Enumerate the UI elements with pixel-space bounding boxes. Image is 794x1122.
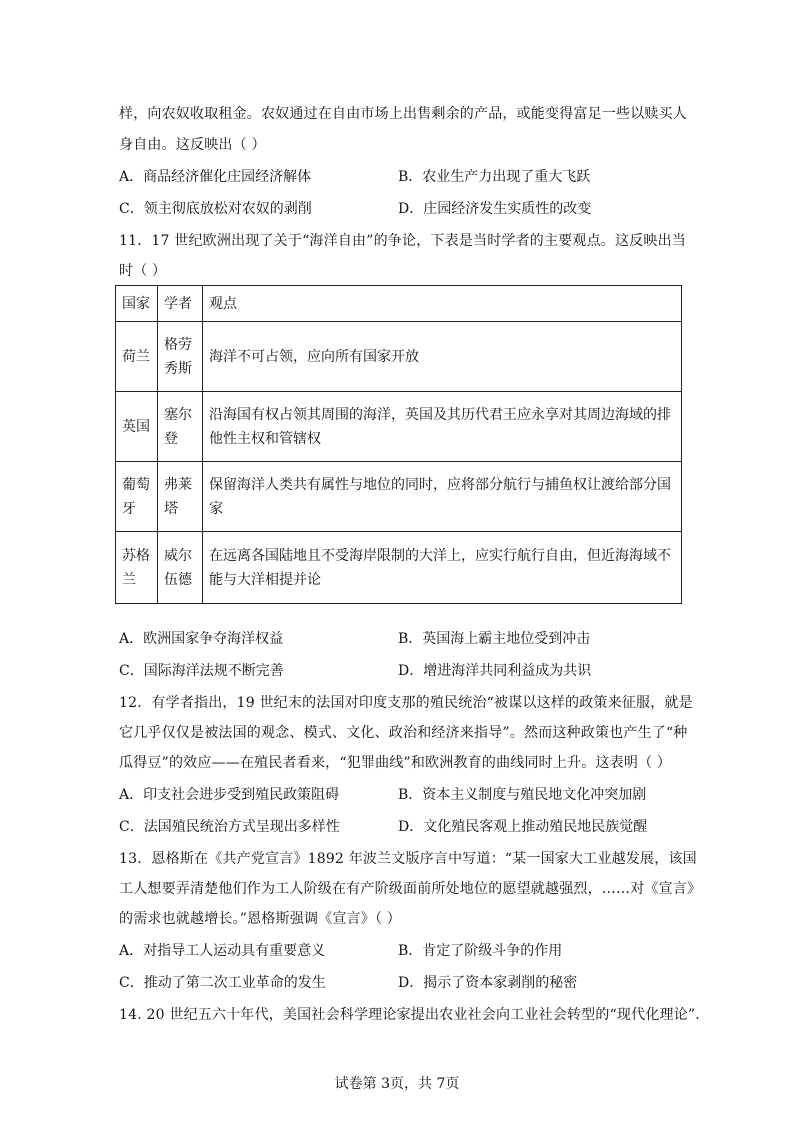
q12-stem-line1: 12．有学者指出，19 世纪末的法国对印度支那的殖民统治“被谋以这样的政策来征服，就是 <box>119 695 693 711</box>
q11-option-b: B．英国海上霸主地位受到冲击 <box>398 631 591 647</box>
q12-option-d: D．文化殖民客观上推动殖民地民族觉醒 <box>398 819 648 835</box>
table-row <box>116 392 682 462</box>
q10-text-line2: 身自由。这反映出（ ） <box>119 137 266 153</box>
q14-stem-line1: 14. 20 世纪五六十年代，美国社会科学理论家提出农业社会向工业社会转型的“现代化理论”. <box>119 1007 700 1023</box>
q13-stem-line2: 工人想要弄清楚他们作为工人阶级在有产阶级面前所处地位的愿望就越强烈，……对《宣言》 <box>119 881 702 897</box>
q11-viewpoints-table <box>115 285 682 604</box>
q12-option-c: C．法国殖民统治方式呈现出多样性 <box>119 819 340 835</box>
table-cell-country: 英国 <box>116 392 158 462</box>
q10-option-c: C．领主彻底放松对农奴的剥削 <box>119 201 312 217</box>
q13-stem-line1: 13．恩格斯在《共产党宣言》1892 年波兰文版序言中写道：“某一国家大工业越发展，该国 <box>119 851 697 867</box>
table-cell-viewpoint: 海洋不可占领，应向所有国家开放 <box>203 322 682 392</box>
q12-option-b: B．资本主义制度与殖民地文化冲突加剧 <box>398 787 647 803</box>
table-cell-scholar: 威尔伍德 <box>158 532 203 604</box>
q11-option-c: C．国际海洋法规不断完善 <box>119 663 284 679</box>
q12-stem-line3: 瓜得豆”的效应——在殖民者看来，“犯罪曲线”和欧洲教育的曲线同时上升。这表明（ ） <box>119 755 672 771</box>
q13-option-a: A．对指导工人运动具有重要意义 <box>119 943 326 959</box>
table-cell-country: 苏格兰 <box>116 532 158 604</box>
table-cell-viewpoint: 在远离各国陆地且不受海岸限制的大洋上，应实行航行自由，但近海海域不能与大洋相提并论 <box>203 532 682 604</box>
table-header-viewpoint: 观点 <box>203 286 682 322</box>
q11-stem-line2: 时（ ） <box>119 263 167 279</box>
q12-stem-line2: 它几乎仅仅是被法国的观念、模式、文化、政治和经济来指导”。然而这种政策也产生了“种 <box>119 725 688 741</box>
q10-option-d: D．庄园经济发生实质性的改变 <box>398 201 592 217</box>
table-cell-viewpoint: 沿海国有权占领其周围的海洋，英国及其历代君王应永享对其周边海域的排他性主权和管辖权 <box>203 392 682 462</box>
table-cell-scholar: 弗莱塔 <box>158 462 203 532</box>
table-cell-viewpoint: 保留海洋人类共有属性与地位的同时，应将部分航行与捕鱼权让渡给部分国家 <box>203 462 682 532</box>
table-header-row <box>116 286 682 322</box>
q13-stem-line3: 的需求也就越增长。”恩格斯强调《宣言》（ ） <box>119 911 402 927</box>
page-footer: 试卷第 3页，共 7页 <box>334 1076 460 1092</box>
table-cell-scholar: 塞尔登 <box>158 392 203 462</box>
table-row <box>116 532 682 604</box>
q11-option-a: A．欧洲国家争夺海洋权益 <box>119 631 284 647</box>
q10-option-b: B．农业生产力出现了重大飞跃 <box>398 169 591 185</box>
table-cell-scholar: 格劳秀斯 <box>158 322 203 392</box>
table-header-scholar: 学者 <box>158 286 203 322</box>
q11-option-d: D．增进海洋共同利益成为共识 <box>398 663 592 679</box>
q13-option-b: B．肯定了阶级斗争的作用 <box>398 943 563 959</box>
q10-text-line1: 样，向农奴收取租金。农奴通过在自由市场上出售剩余的产品，或能变得富足一些以赎买人 <box>119 106 687 122</box>
table-cell-country: 荷兰 <box>116 322 158 392</box>
q13-option-c: C．推动了第二次工业革命的发生 <box>119 975 326 991</box>
table-row <box>116 322 682 392</box>
table-cell-country: 葡萄牙 <box>116 462 158 532</box>
table-row <box>116 462 682 532</box>
table-header-country: 国家 <box>116 286 158 322</box>
q10-option-a: A．商品经济催化庄园经济解体 <box>119 169 312 185</box>
q13-option-d: D．揭示了资本家剥削的秘密 <box>398 975 578 991</box>
q12-option-a: A．印支社会进步受到殖民政策阻碍 <box>119 787 340 803</box>
q11-stem-line1: 11．17 世纪欧洲出现了关于“海洋自由”的争论，下表是当时学者的主要观点。这反映出当 <box>119 233 686 249</box>
